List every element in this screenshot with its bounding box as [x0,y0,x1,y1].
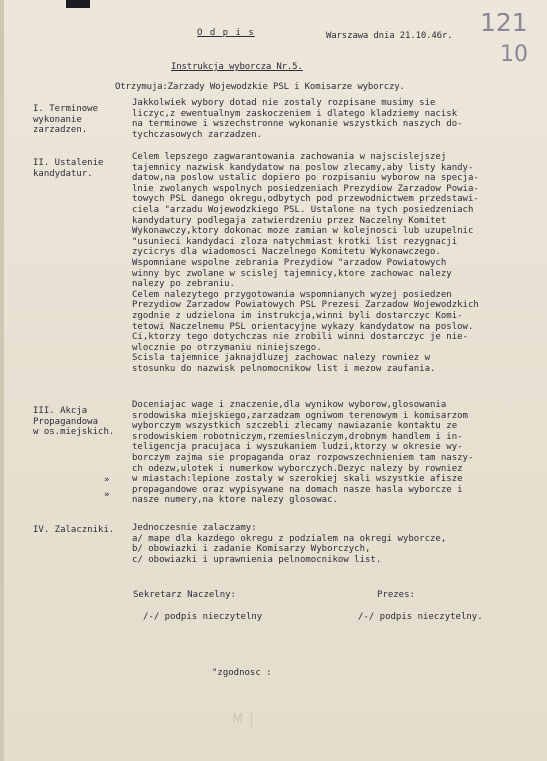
odpis-label: O d p i s [197,28,255,38]
section-1-label: I. Terminowe wykonanie zarzadzen. [33,104,99,136]
section-2-label: II. Ustalenie kandydatur. [33,158,104,179]
section-4-label: IV. Zalaczniki. [33,525,115,535]
recipients-line: Otrzymuja:Zarzady Wojewodzkie PSL i Komisarze wyborczy. [115,82,405,92]
section-4-body: Jednoczesnie zalaczamy: a/ mape dla kazdego okregu z podzialem na okregi wyborcze, b/ obowiazki i zadanie Komisarzy Wyborczych, c/ obowiazki i uprawnienia pelnomocnikow list. [132,523,447,565]
handwritten-page-number: 121 [480,8,528,37]
section-1-body: Jakkolwiek wybory dotad nie zostaly rozpisane musimy sie liczyc,z ewentualnym zaskoczeniem i dlatego kladziemy nacisk na terminowe i wszechstronne wykonanie wszystkich naszych do- tychczasowych zarzadzen. [132,98,463,140]
faint-bleedthrough-text: M| [232,712,260,727]
section-3-body: Doceniajac wage i znaczenie,dla wynikow wyborow,glosowania srodowiska miejskiego,zarzadzam ogniwom terenowym i komisarzom wyborczym wszystkich szczebli zlecamy nawiazanie kontaktu ze srodowiskiem robotniczym,rzemieslniczym,drobnym handlem i in- teligencja pracujaca i wyszukaniem ludzi,ktorzy w okresie wy- borczym zajma sie propaganda oraz rozpowszechnieniem tam naszy- ch odezw,ulotek i numerkow wyborczych.Dezyc nalezy by rowniez w miastach:lepione zostaly w szerokiej skali wszystkie afisze propagandowe oraz wypisywane na domach nasze hasla wyborcze i nasze numery,na ktore nalezy glosowac. [132,400,474,506]
president-signature: /-/ podpis nieczytelny. [358,612,483,622]
secretary-signature: /-/ podpis nieczytelny [143,612,263,622]
place-date: Warszawa dnia 21.10.46r. [326,31,453,41]
section-2-body: Celem lepszego zagwarantowania zachowania w najscislejszej tajemnicy nazwisk kandydatow na poslow zlecamy,aby listy kandy- datow,na poslow ustalic dopiero po rozpisaniu wyborow na specja- lnie zwolanych wspolnych posiedzeniach Prezydiow Zarzadow Powia- towych PSL danego okregu,odbytych pod przewodnictwem przedstawi- ciela "arzadu Wojewodzkiego PSL. Ustalone na tych posiedzeniach kandydatury podlegaja zatwierdzeniu przez Naczelny Komitet Wykonawczy,ktory dokonac moze zamian w kolejnosci lub uzupelnic "usunieci kandydaci zloza natychmiast krotki list rezygnacji zycicrys dla wiadomosci Naczelnego Komitetu Wykonawczego. Wspomniane wspolne zebrania Prezydiow "arzadow Powiatowych winny byc zwolane w scislej tajemnicy,ktore zachowac nalezy nalezy po zebraniu. Celem nalezytego przygotowania wspomnianych wyzej posiedzen Prezydiow Zarzadow Powiatowych PSL Prezesi Zarzadow Wojewodzkich zgodnie z udzielona im instrukcja,winni byli dostarczyc Komi- tetowi Naczelnemu PSL orientacyjne wykazy kandydatow na poslow. Ci,ktorzy tego dotychczas nie zrobili winni dostarczyc je nie- wlocznie po otrzymaniu niniejszego. Scisla tajemnice jaknajdluzej zachowac nalezy rowniez w stosunku do nazwisk pelnomocnikow list i mezow zaufania. [132,152,479,374]
margin-mark: » [104,475,110,485]
zgodnosc-line: "zgodnosc : [212,668,272,678]
section-3-label: III. Akcja Propagandowa w os.miejskich. [33,406,115,438]
margin-mark: » [104,490,110,500]
document-title: Instrukcja wyborcza Nr.5. [171,62,303,72]
corner-tape-mark [66,0,90,8]
president-title: Prezes: [377,590,415,600]
handwritten-sub-number: 10 [500,42,528,67]
secretary-title: Sekretarz Naczelny: [133,590,236,600]
